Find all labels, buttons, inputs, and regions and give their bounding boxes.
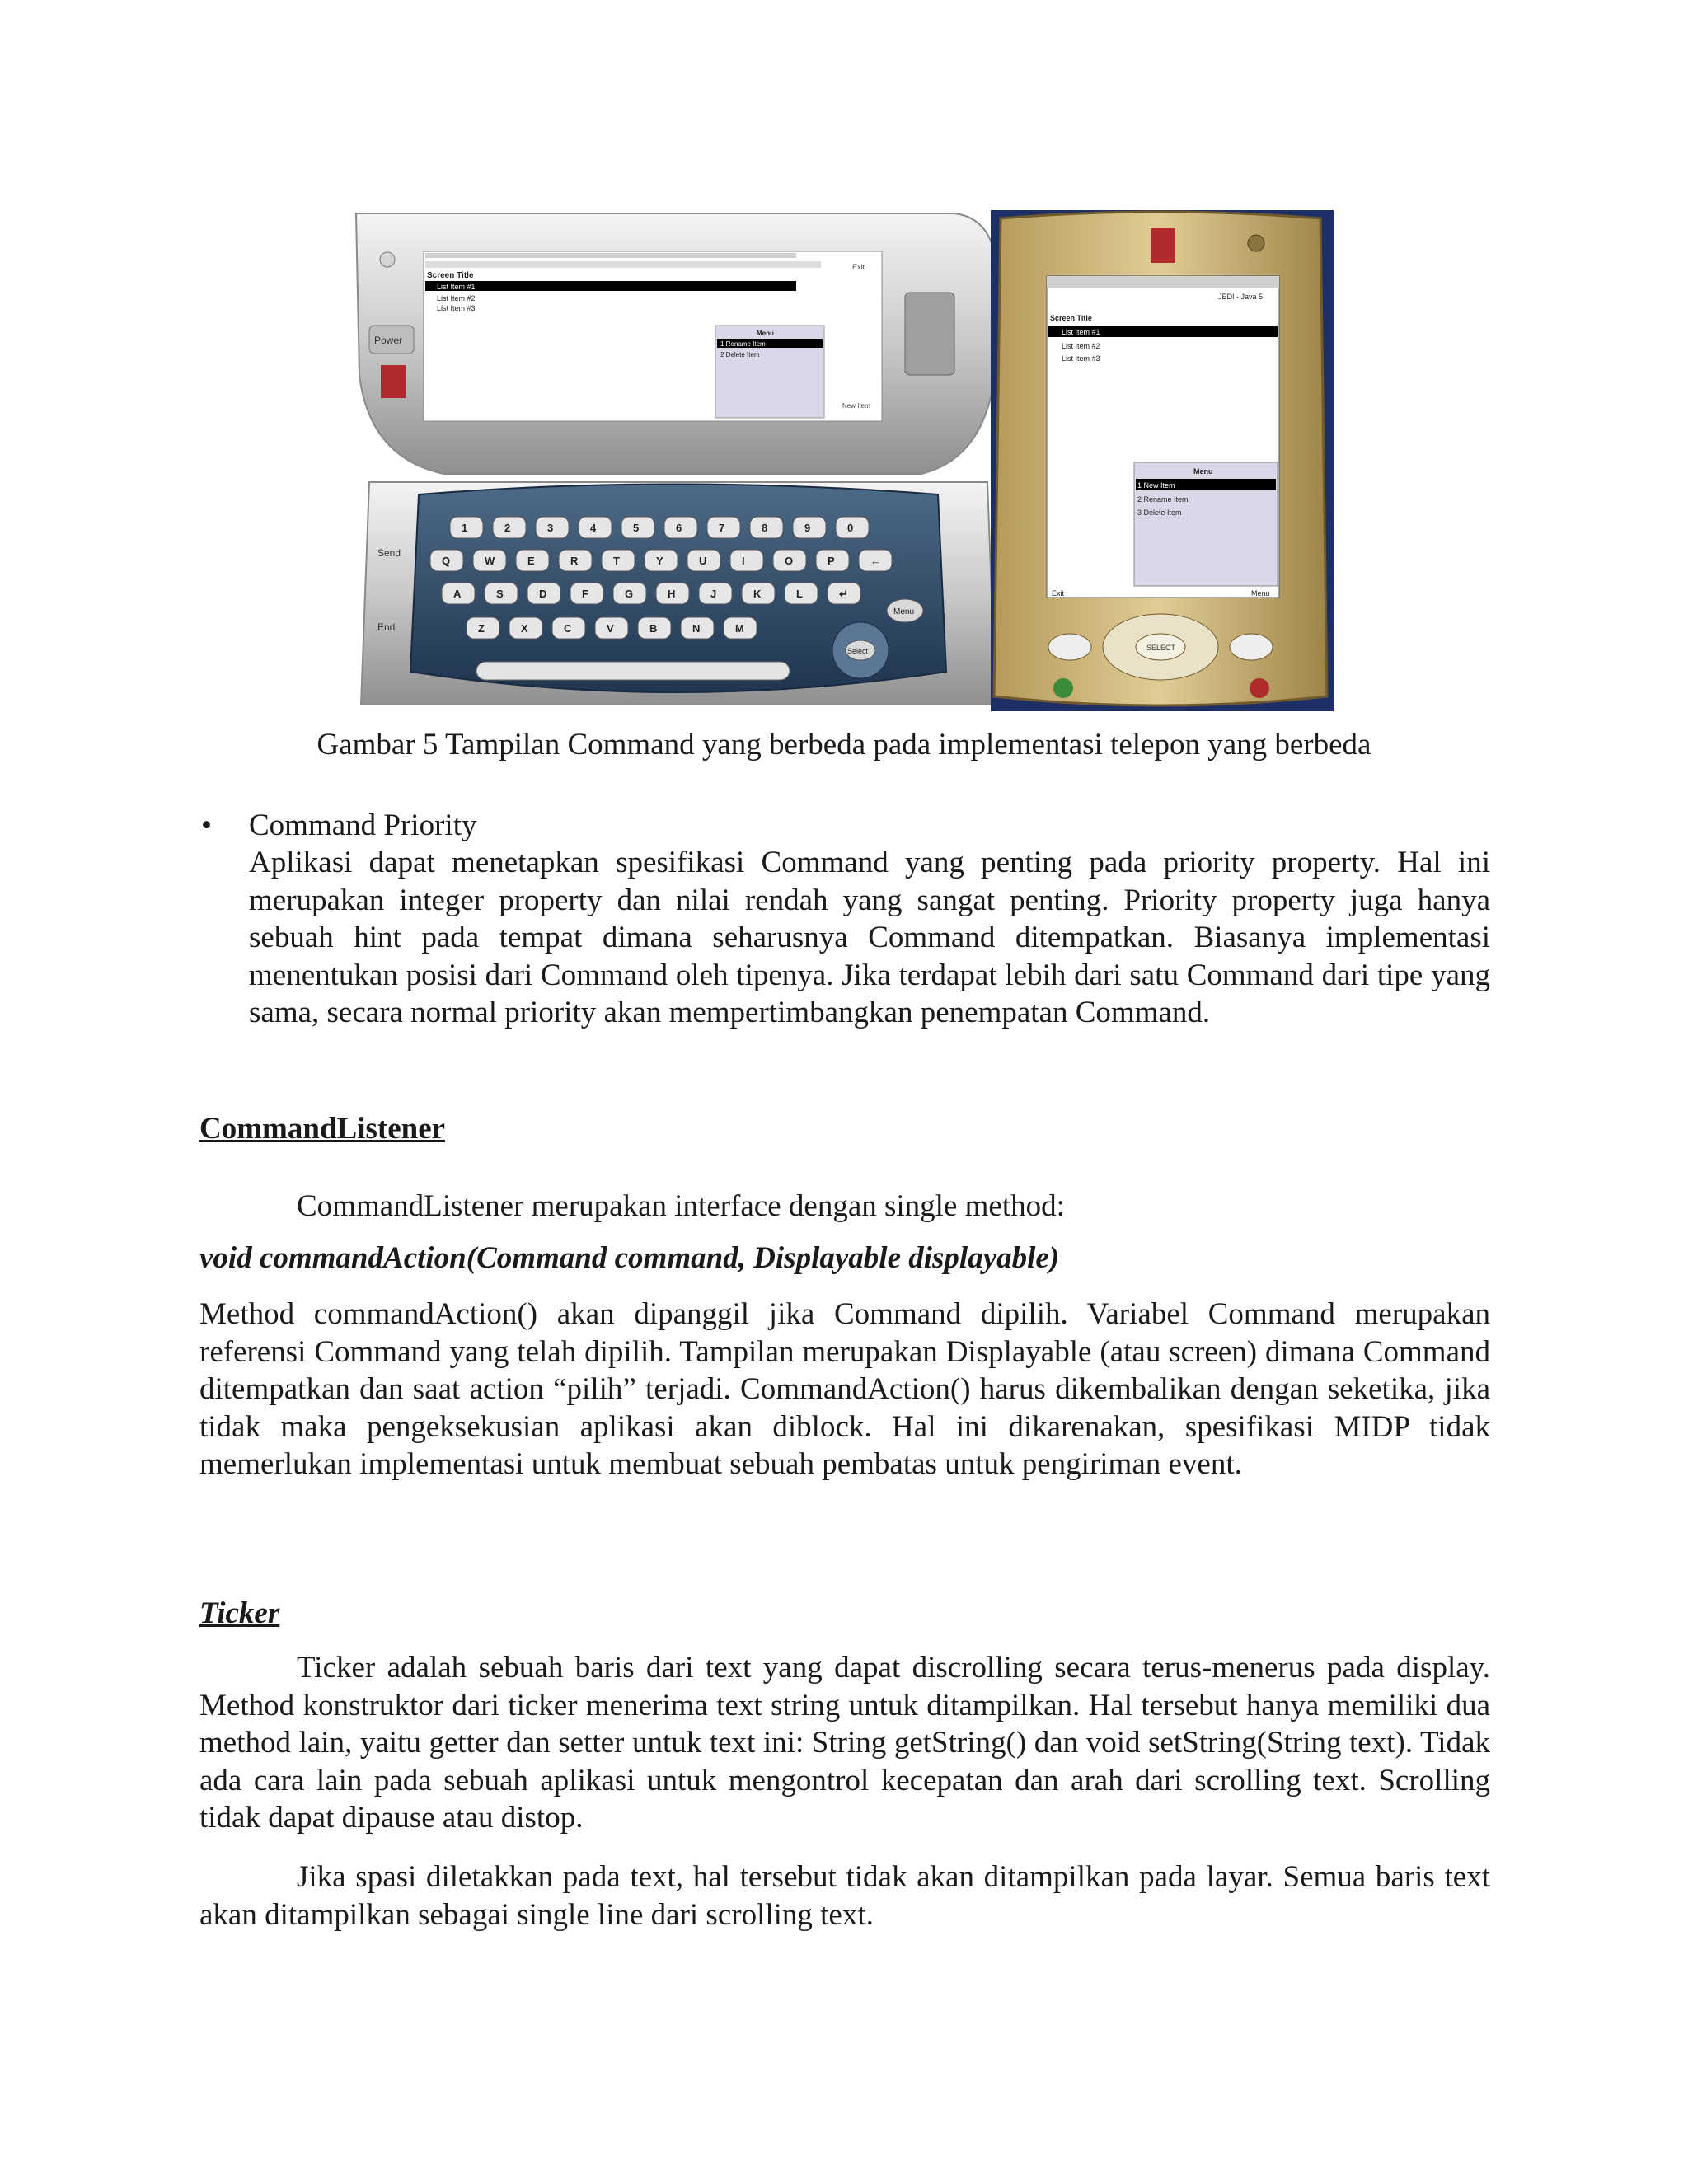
right-list-item-2[interactable]: List Item #2 bbox=[1062, 342, 1100, 350]
key-label-1-10: ← bbox=[870, 555, 881, 567]
right-softkey-right[interactable]: Menu bbox=[1251, 589, 1270, 598]
right-left-softbutton[interactable] bbox=[1048, 634, 1091, 660]
key-label-3-0: Z bbox=[478, 622, 485, 635]
key-1-7[interactable] bbox=[730, 550, 763, 571]
left-menu-item-2[interactable]: 2 Delete Item bbox=[720, 351, 760, 359]
left-screen-title: Screen Title bbox=[427, 271, 474, 280]
key-label-0-9: 0 bbox=[847, 522, 854, 534]
key-label-1-7: I bbox=[742, 555, 745, 567]
send-label: Send bbox=[377, 547, 401, 559]
key-label-1-3: R bbox=[570, 555, 579, 567]
key-label-2-7: K bbox=[753, 588, 762, 600]
spacebar[interactable] bbox=[476, 662, 790, 680]
power-label: Power bbox=[374, 335, 403, 346]
side-scroll-panel[interactable] bbox=[905, 293, 954, 375]
right-screen-title: Screen Title bbox=[1050, 314, 1092, 322]
right-power-button[interactable] bbox=[1248, 235, 1264, 251]
command-listener-heading: CommandListener bbox=[199, 1112, 446, 1146]
key-label-3-4: B bbox=[649, 622, 658, 635]
key-label-1-8: O bbox=[785, 555, 794, 567]
right-menu-item-1[interactable]: 1 New Item bbox=[1137, 481, 1175, 490]
right-java-logo bbox=[1151, 228, 1175, 263]
right-list-item-3[interactable]: List Item #3 bbox=[1062, 354, 1100, 363]
key-label-3-1: X bbox=[521, 622, 528, 635]
figure-phones bbox=[345, 210, 1334, 711]
key-label-2-0: A bbox=[453, 588, 462, 600]
bullet-body: Aplikasi dapat menetapkan spesifikasi Command yang penting pada priority property. Hal ini merupakan integer property dan nilai rendah yang sangat penting. Priority property juga hanya sebuah hint pada tempat dimana seharusnya Command ditempatkan. Biasanya implementasi menentukan posisi dari Command oleh tipenya. Jika terdapat lebih dari satu Command dari tipe yang sama, secara normal priority akan mempertimbangkan penempatan Command. bbox=[249, 846, 1490, 1029]
method-signature: void commandAction(Command command, Displayable displayable) bbox=[199, 1241, 1060, 1275]
key-label-3-5: N bbox=[692, 622, 701, 635]
key-label-0-8: 9 bbox=[804, 522, 811, 534]
left-list-item-1[interactable]: List Item #1 bbox=[437, 283, 476, 291]
right-device bbox=[991, 210, 1334, 711]
key-label-2-2: D bbox=[539, 588, 547, 600]
key-label-0-0: 1 bbox=[462, 522, 468, 534]
bullet-title: Command Priority bbox=[249, 808, 477, 842]
right-menu-item-2[interactable]: 2 Rename Item bbox=[1137, 495, 1189, 504]
end-label: End bbox=[377, 621, 396, 633]
key-label-1-5: Y bbox=[656, 555, 663, 567]
key-label-1-0: Q bbox=[442, 555, 451, 567]
key-label-2-9: ↵ bbox=[839, 588, 848, 600]
key-label-0-7: 8 bbox=[762, 522, 768, 534]
key-label-2-3: F bbox=[582, 588, 588, 600]
menu-key-label: Menu bbox=[893, 607, 915, 616]
left-menu-title: Menu bbox=[757, 330, 774, 337]
key-label-0-3: 4 bbox=[590, 522, 597, 534]
right-header: JEDI - Java 5 bbox=[1218, 293, 1264, 301]
key-label-1-1: W bbox=[485, 555, 495, 567]
right-softkey-left[interactable]: Exit bbox=[1052, 589, 1065, 598]
right-end-key[interactable] bbox=[1250, 678, 1269, 698]
key-label-0-2: 3 bbox=[547, 522, 554, 534]
ticker-paragraph-1: Ticker adalah sebuah baris dari text yang dapat discrolling secara terus-menerus pada display. Method konstruktor dari ticker menerima text string untuk ditampilkan. Hal tersebut hanya memiliki dua method lain, yaitu getter dan setter untuk text ini: String getString() dan void setString(String text). Tidak ada cara lain pada sebuah aplikasi untuk mengontrol kecepatan dan arah dari scrolling text. Scrolling tidak dapat dipause atau distop. bbox=[199, 1651, 1490, 1835]
left-new-item-softkey[interactable]: New Item bbox=[842, 402, 870, 410]
left-exit-softkey[interactable]: Exit bbox=[852, 263, 865, 271]
left-list-item-2[interactable]: List Item #2 bbox=[437, 294, 476, 302]
right-menu-item-3[interactable]: 3 Delete Item bbox=[1137, 509, 1182, 517]
java-logo bbox=[381, 365, 406, 398]
left-list-item-3[interactable]: List Item #3 bbox=[437, 304, 476, 312]
right-right-softbutton[interactable] bbox=[1230, 634, 1273, 660]
key-label-0-5: 6 bbox=[676, 522, 682, 534]
left-menu-item-1[interactable]: 1 Rename Item bbox=[720, 340, 766, 348]
key-label-2-4: G bbox=[625, 588, 634, 600]
key-label-1-6: U bbox=[699, 555, 707, 567]
right-send-key[interactable] bbox=[1053, 678, 1073, 698]
key-label-0-4: 5 bbox=[633, 522, 640, 534]
key-label-1-4: T bbox=[613, 555, 620, 567]
figure-caption: Gambar 5 Tampilan Command yang berbeda pada implementasi telepon yang berbeda bbox=[316, 728, 1372, 762]
key-label-2-5: H bbox=[668, 588, 676, 600]
right-list-item-1[interactable]: List Item #1 bbox=[1062, 328, 1100, 336]
command-listener-intro: CommandListener merupakan interface dengan single method: bbox=[297, 1189, 1065, 1223]
key-label-0-1: 2 bbox=[504, 522, 511, 534]
key-label-1-2: E bbox=[528, 555, 535, 567]
key-label-1-9: P bbox=[828, 555, 835, 567]
ticker-heading: Ticker bbox=[199, 1596, 280, 1630]
key-label-2-6: J bbox=[710, 588, 717, 600]
key-label-3-2: C bbox=[564, 622, 572, 635]
bullet-marker: • bbox=[201, 808, 212, 842]
key-label-3-3: V bbox=[607, 622, 614, 635]
key-label-3-6: M bbox=[735, 622, 744, 635]
key-label-0-6: 7 bbox=[719, 522, 725, 534]
key-label-2-1: S bbox=[496, 588, 504, 600]
select-key-label: Select bbox=[847, 647, 869, 655]
ticker-paragraph-2: Jika spasi diletakkan pada text, hal tersebut tidak akan ditampilkan pada layar. Semua baris text akan ditampilkan sebagai single line dari scrolling text. bbox=[199, 1860, 1490, 1932]
right-select-label: SELECT bbox=[1146, 644, 1176, 652]
left-device bbox=[356, 213, 997, 705]
command-listener-body: Method commandAction() akan dipanggil jika Command dipilih. Variabel Command merupakan referensi Command yang telah dipilih. Tampilan merupakan Displayable (atau screen) dimana Command ditempatkan dan saat action “pilih” terjadi. CommandAction() harus dikembalikan dengan seketika, jika tidak maka pengeksekusian aplikasi akan diblock. Hal ini dikarenakan, spesifikasi MIDP tidak memerlukan implementasi untuk membuat sebuah pembatas untuk pengiriman event. bbox=[199, 1297, 1490, 1481]
right-menu-title: Menu bbox=[1193, 467, 1213, 476]
left-top-button[interactable] bbox=[380, 252, 395, 267]
key-label-2-8: L bbox=[796, 588, 803, 600]
